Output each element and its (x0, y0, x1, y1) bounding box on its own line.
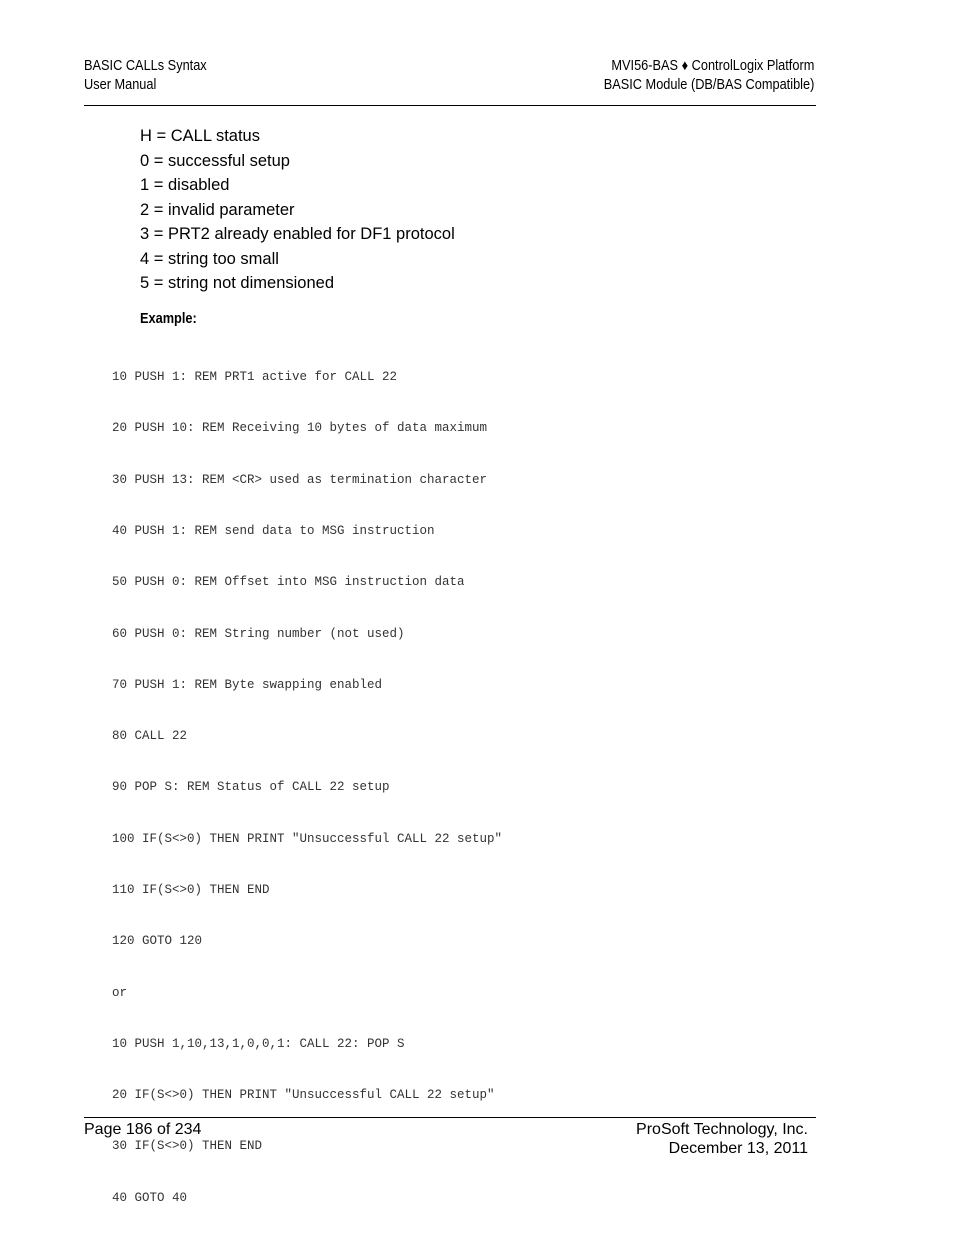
status-item: H = CALL status (140, 127, 260, 145)
header-section-title: BASIC CALLs Syntax (84, 58, 207, 74)
status-item: 0 = successful setup (140, 151, 290, 170)
code-line: 40 GOTO 40 (112, 1190, 188, 1205)
header-divider (84, 105, 816, 106)
code-line: 20 PUSH 10: REM Receiving 10 bytes of data maximum (112, 421, 488, 436)
code-example (112, 335, 502, 1224)
code-line: or (112, 985, 128, 1000)
code-line: 30 PUSH 13: REM <CR> used as termination character (112, 472, 488, 487)
status-item: 5 = string not dimensioned (140, 274, 334, 292)
code-line: 90 POP S: REM Status of CALL 22 setup (112, 780, 390, 795)
call-status-list (140, 124, 455, 296)
code-line: 30 IF(S<>0) THEN END (112, 1139, 263, 1154)
publication-date: December 13, 2011 (668, 1140, 808, 1157)
footer-divider (84, 1117, 816, 1118)
code-line: 110 IF(S<>0) THEN END (112, 883, 270, 897)
status-item: 1 = disabled (140, 176, 230, 194)
code-line: 100 IF(S<>0) THEN PRINT "Unsuccessful CALL 22 setup" (112, 831, 503, 846)
footer-right (636, 1120, 808, 1158)
code-line: 120 GOTO 120 (112, 934, 203, 949)
example-heading: Example: (140, 311, 197, 327)
code-line: 10 PUSH 1,10,13,1,0,0,1: CALL 22: POP S (112, 1036, 405, 1051)
header-product-name: MVI56-BAS ♦ ControlLogix Platform (611, 58, 814, 74)
status-item: 4 = string too small (140, 249, 279, 268)
code-line: 60 PUSH 0: REM String number (not used) (112, 626, 405, 641)
status-item: 3 = PRT2 already enabled for DF1 protocol (140, 225, 455, 243)
header-product-description: BASIC Module (DB/BAS Compatible) (603, 77, 814, 93)
company-name: ProSoft Technology, Inc. (636, 1121, 808, 1138)
code-line: 20 IF(S<>0) THEN PRINT "Unsuccessful CALL 22 setup" (112, 1088, 495, 1103)
code-line: 70 PUSH 1: REM Byte swapping enabled (112, 677, 383, 692)
code-line: 80 CALL 22 (112, 729, 188, 744)
page-number: Page 186 of 234 (84, 1121, 202, 1138)
code-line: 10 PUSH 1: REM PRT1 active for CALL 22 (112, 370, 398, 385)
code-line: 50 PUSH 0: REM Offset into MSG instruction data (112, 575, 465, 590)
header-right (603, 57, 814, 95)
header-left (84, 57, 207, 95)
status-item: 2 = invalid parameter (140, 200, 295, 219)
header-manual-title: User Manual (84, 77, 157, 93)
code-line: 40 PUSH 1: REM send data to MSG instruction (112, 524, 435, 539)
